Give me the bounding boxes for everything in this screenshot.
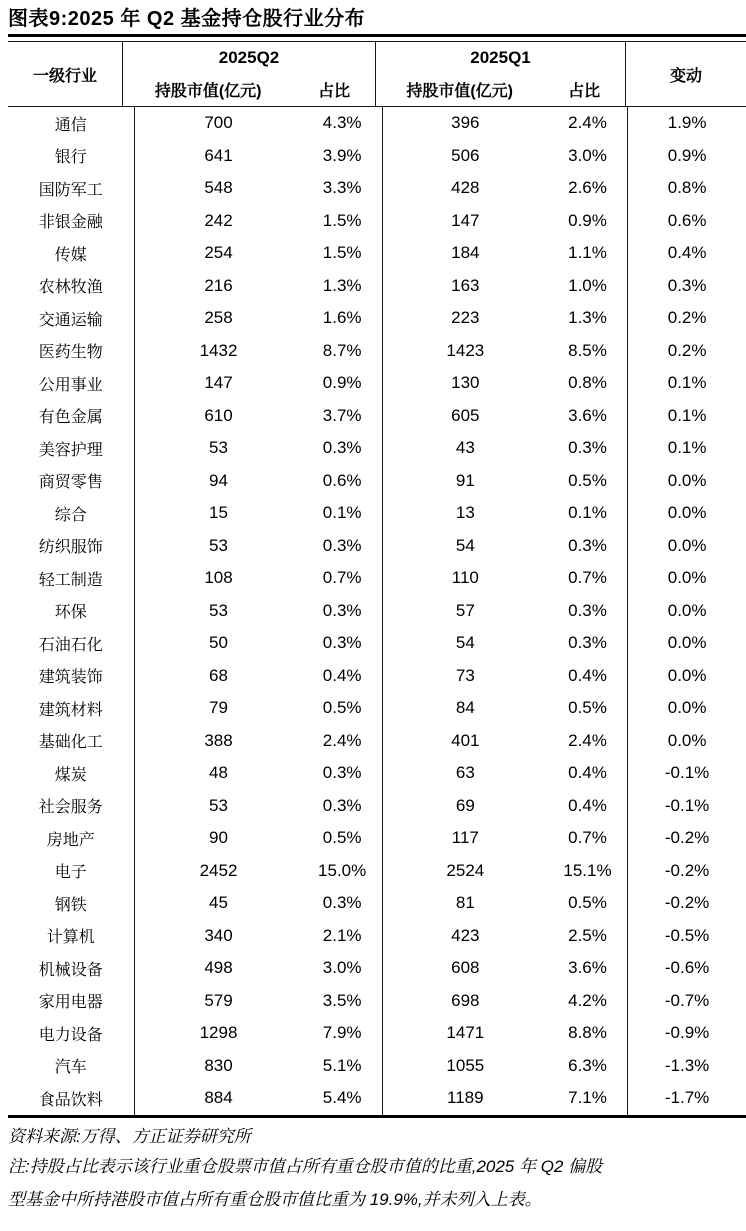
table-row (8, 1050, 746, 1083)
q2-pct-cell: 0.3% (302, 790, 382, 823)
figure-footer (8, 1124, 746, 1216)
q1-value-cell: 130 (451, 373, 480, 393)
industry-cell: 有色金属 (8, 400, 135, 433)
q2-value-cell: 830 (204, 1055, 233, 1075)
q2-value-cell: 79 (209, 698, 228, 718)
q2-value-cell: 50 (209, 633, 228, 653)
q1-value-cell: 428 (451, 178, 480, 198)
industry-cell: 轻工制造 (8, 562, 135, 595)
industry-cell: 交通运输 (8, 302, 135, 335)
q1-pct-cell: 0.3% (548, 530, 628, 563)
industry-cell: 社会服务 (8, 790, 135, 823)
q1-value-cell: 223 (451, 308, 480, 328)
header-2025q2-subrow (123, 74, 375, 107)
q2-value-cell: 1298 (199, 1023, 238, 1043)
q1-pct-cell: 0.5% (548, 692, 628, 725)
header-q2-value: 持股市值(亿元) (154, 83, 262, 101)
q2-value-cell: 147 (204, 373, 233, 393)
table-row (8, 237, 746, 270)
q1-pct-cell: 1.1% (548, 237, 628, 270)
q2-pct-cell: 8.7% (302, 335, 382, 368)
table-row (8, 822, 746, 855)
change-cell: -1.3% (664, 1055, 710, 1075)
industry-cell: 食品饮料 (8, 1082, 135, 1115)
q2-value-cell: 216 (204, 275, 233, 295)
table-row (8, 400, 746, 433)
q1-value-cell: 43 (455, 438, 475, 458)
q1-value-cell: 608 (451, 958, 480, 978)
change-cell: 0.0% (667, 470, 707, 490)
q1-value-cell: 1423 (446, 340, 485, 360)
q1-pct-cell: 2.5% (548, 920, 628, 953)
q2-value-cell: 108 (204, 568, 233, 588)
q2-pct-cell: 0.7% (302, 562, 382, 595)
q2-value-cell: 53 (209, 600, 228, 620)
q2-value-cell: 258 (204, 308, 233, 328)
header-q1-value: 持股市值(亿元) (406, 83, 513, 101)
q1-value-cell: 54 (455, 535, 475, 555)
q1-value-cell: 117 (451, 828, 479, 848)
industry-cell: 建筑材料 (8, 692, 135, 725)
q2-pct-cell: 0.4% (302, 660, 382, 693)
q2-value-cell: 579 (204, 990, 233, 1010)
industry-cell: 汽车 (8, 1050, 135, 1083)
industry-cell: 环保 (8, 595, 135, 628)
change-cell: 0.0% (667, 698, 707, 718)
industry-cell: 商贸零售 (8, 465, 135, 498)
change-cell: 0.4% (667, 243, 707, 263)
q1-value-cell: 147 (451, 210, 480, 230)
table-row (8, 660, 746, 693)
q1-value-cell: 54 (455, 633, 475, 653)
change-cell: -0.2% (664, 893, 710, 913)
q1-pct-cell: 6.3% (548, 1050, 628, 1083)
q1-pct-cell: 0.7% (548, 562, 628, 595)
table-row (8, 725, 746, 758)
q1-value-cell: 2524 (446, 860, 485, 880)
table-row (8, 530, 746, 563)
q2-value-cell: 53 (209, 438, 228, 458)
table-header (8, 42, 746, 107)
table-row (8, 1017, 746, 1050)
q2-pct-cell: 5.1% (302, 1050, 382, 1083)
q2-value-cell: 254 (204, 243, 233, 263)
change-cell: 0.0% (667, 600, 707, 620)
header-2025q1-label: 2025Q1 (470, 47, 531, 67)
q1-pct-cell: 0.3% (548, 432, 628, 465)
table-row (8, 627, 746, 660)
q2-pct-cell: 2.1% (302, 920, 382, 953)
industry-cell: 煤炭 (8, 757, 135, 790)
q2-value-cell: 15 (209, 503, 228, 523)
q1-pct-cell: 0.1% (548, 497, 628, 530)
q2-value-cell: 48 (209, 763, 228, 783)
q2-value-cell: 2452 (199, 860, 238, 880)
q1-value-cell: 73 (455, 665, 475, 685)
q2-pct-cell: 0.6% (302, 465, 382, 498)
table-row (8, 367, 746, 400)
header-change (626, 42, 746, 106)
table-row (8, 140, 746, 173)
q1-value-cell: 110 (451, 568, 479, 588)
industry-cell: 医药生物 (8, 335, 135, 368)
header-change-label: 变动 (669, 67, 702, 85)
header-q1-pct: 占比 (568, 83, 601, 101)
industry-cell: 房地产 (8, 822, 135, 855)
q1-value-cell: 1055 (446, 1055, 485, 1075)
change-cell: -1.7% (664, 1088, 710, 1108)
change-cell: 0.0% (667, 633, 707, 653)
q1-value-cell: 81 (455, 893, 475, 913)
q1-pct-cell: 1.3% (548, 302, 628, 335)
industry-cell: 传媒 (8, 237, 135, 270)
industry-cell: 非银金融 (8, 205, 135, 238)
q1-pct-cell: 3.6% (548, 400, 628, 433)
industry-cell: 机械设备 (8, 952, 135, 985)
industry-cell: 石油石化 (8, 627, 135, 660)
q2-value-cell: 53 (209, 535, 228, 555)
q1-value-cell: 57 (455, 600, 475, 620)
header-2025q1-subrow (376, 74, 625, 107)
q1-value-cell: 396 (451, 113, 480, 133)
table-row (8, 595, 746, 628)
source-line: 资料来源:万得、方正证券研究所 (8, 1126, 251, 1146)
change-cell: 0.0% (667, 730, 707, 750)
header-group-2025q2 (123, 42, 376, 106)
q1-value-cell: 423 (451, 925, 480, 945)
industry-cell: 电子 (8, 855, 135, 888)
table-row (8, 465, 746, 498)
q2-pct-cell: 15.0% (302, 855, 382, 888)
table-row (8, 270, 746, 303)
header-q2-pct: 占比 (318, 83, 351, 101)
table-row (8, 855, 746, 888)
table-row (8, 562, 746, 595)
table-row (8, 757, 746, 790)
q2-value-cell: 53 (209, 795, 228, 815)
industry-cell: 计算机 (8, 920, 135, 953)
q2-pct-cell: 3.0% (302, 952, 382, 985)
q1-value-cell: 401 (451, 730, 480, 750)
q2-value-cell: 884 (204, 1088, 233, 1108)
industry-cell: 家用电器 (8, 985, 135, 1018)
q1-value-cell: 13 (455, 503, 475, 523)
industry-cell: 国防军工 (8, 172, 135, 205)
q2-pct-cell: 0.3% (302, 627, 382, 660)
q2-value-cell: 340 (204, 925, 233, 945)
table-row (8, 172, 746, 205)
industry-cell: 基础化工 (8, 725, 135, 758)
change-cell: 0.6% (667, 210, 707, 230)
note-line-1: 注:持股占比表示该行业重仓股票市值占所有重仓股市值的比重,2025 年 Q2 偏股 (8, 1156, 603, 1176)
q2-pct-cell: 1.5% (302, 205, 382, 238)
q2-value-cell: 94 (209, 470, 228, 490)
change-cell: 0.1% (667, 438, 707, 458)
q2-pct-cell: 0.5% (302, 822, 382, 855)
change-cell: 0.2% (667, 340, 707, 360)
q1-value-cell: 91 (455, 470, 475, 490)
q1-pct-cell: 0.5% (548, 465, 628, 498)
q1-value-cell: 184 (451, 243, 480, 263)
table-row (8, 1082, 746, 1115)
q1-value-cell: 63 (455, 763, 475, 783)
note-line-2: 型基金中所持港股市值占所有重仓股市值比重为 19.9%,并未列入上表。 (8, 1189, 542, 1209)
q2-value-cell: 90 (209, 828, 228, 848)
q1-pct-cell: 15.1% (548, 855, 628, 888)
table-row (8, 432, 746, 465)
change-cell: -0.9% (664, 1023, 710, 1043)
q1-pct-cell: 3.6% (548, 952, 628, 985)
table-row (8, 952, 746, 985)
q2-value-cell: 498 (204, 958, 233, 978)
change-cell: 0.0% (667, 665, 707, 685)
industry-cell: 通信 (8, 107, 135, 140)
industry-cell: 美容护理 (8, 432, 135, 465)
q1-value-cell: 69 (455, 795, 475, 815)
table-row (8, 985, 746, 1018)
q2-pct-cell: 1.5% (302, 237, 382, 270)
change-cell: 1.9% (667, 113, 707, 133)
q1-pct-cell: 0.4% (548, 790, 628, 823)
change-cell: 0.0% (667, 568, 707, 588)
q1-value-cell: 84 (455, 698, 475, 718)
q2-pct-cell: 0.3% (302, 595, 382, 628)
q1-pct-cell: 1.0% (548, 270, 628, 303)
q2-pct-cell: 0.1% (302, 497, 382, 530)
q1-pct-cell: 7.1% (548, 1082, 628, 1115)
figure-title: 图表9:2025 年 Q2 基金持仓股行业分布 (8, 8, 366, 30)
q2-value-cell: 700 (204, 113, 233, 133)
q2-pct-cell: 3.7% (302, 400, 382, 433)
change-cell: -0.2% (664, 860, 710, 880)
q1-pct-cell: 0.7% (548, 822, 628, 855)
table-row (8, 790, 746, 823)
change-cell: -0.1% (664, 763, 710, 783)
change-cell: -0.5% (664, 925, 710, 945)
table-row (8, 497, 746, 530)
change-cell: 0.3% (667, 275, 707, 295)
q2-pct-cell: 0.5% (302, 692, 382, 725)
header-group-2025q1 (376, 42, 626, 106)
q2-pct-cell: 5.4% (302, 1082, 382, 1115)
industry-cell: 银行 (8, 140, 135, 173)
q1-pct-cell: 0.4% (548, 757, 628, 790)
q2-pct-cell: 1.3% (302, 270, 382, 303)
q2-pct-cell: 0.3% (302, 432, 382, 465)
table-row (8, 887, 746, 920)
industry-cell: 建筑装饰 (8, 660, 135, 693)
change-cell: 0.0% (667, 535, 707, 555)
q1-value-cell: 1471 (446, 1023, 485, 1043)
q2-value-cell: 45 (209, 893, 228, 913)
change-cell: 0.2% (667, 308, 707, 328)
q1-value-cell: 605 (451, 405, 480, 425)
q2-value-cell: 68 (209, 665, 228, 685)
q1-value-cell: 163 (451, 275, 480, 295)
q1-pct-cell: 8.8% (548, 1017, 628, 1050)
q1-pct-cell: 0.8% (548, 367, 628, 400)
q2-value-cell: 1432 (199, 340, 238, 360)
table-top-rule (8, 34, 746, 37)
table-row (8, 920, 746, 953)
q2-pct-cell: 0.3% (302, 887, 382, 920)
q1-pct-cell: 0.3% (548, 627, 628, 660)
change-cell: 0.9% (667, 145, 707, 165)
q2-pct-cell: 4.3% (302, 107, 382, 140)
table-row (8, 107, 746, 140)
change-cell: -0.7% (664, 990, 710, 1010)
q2-value-cell: 242 (204, 210, 233, 230)
q1-pct-cell: 0.9% (548, 205, 628, 238)
q1-value-cell: 698 (451, 990, 480, 1010)
table-body (8, 107, 746, 1115)
industry-cell: 钢铁 (8, 887, 135, 920)
q1-pct-cell: 2.4% (548, 107, 628, 140)
q2-value-cell: 548 (204, 178, 233, 198)
q1-value-cell: 506 (451, 145, 480, 165)
table-row (8, 205, 746, 238)
q1-pct-cell: 0.4% (548, 660, 628, 693)
q1-pct-cell: 8.5% (548, 335, 628, 368)
holdings-table (8, 34, 746, 1118)
q2-pct-cell: 7.9% (302, 1017, 382, 1050)
change-cell: 0.0% (667, 503, 707, 523)
header-industry: 一级行业 (8, 42, 123, 106)
table-row (8, 335, 746, 368)
q1-pct-cell: 2.6% (548, 172, 628, 205)
change-cell: 0.1% (667, 373, 707, 393)
change-cell: -0.1% (664, 795, 710, 815)
change-cell: -0.6% (664, 958, 710, 978)
q1-pct-cell: 0.3% (548, 595, 628, 628)
q1-pct-cell: 0.5% (548, 887, 628, 920)
industry-cell: 电力设备 (8, 1017, 135, 1050)
q2-pct-cell: 0.3% (302, 530, 382, 563)
q2-pct-cell: 0.3% (302, 757, 382, 790)
change-cell: -0.2% (664, 828, 710, 848)
header-2025q2-label: 2025Q2 (218, 47, 280, 67)
q2-pct-cell: 3.9% (302, 140, 382, 173)
q2-value-cell: 610 (204, 405, 233, 425)
q1-pct-cell: 2.4% (548, 725, 628, 758)
table-row (8, 692, 746, 725)
q2-pct-cell: 2.4% (302, 725, 382, 758)
change-cell: 0.8% (667, 178, 707, 198)
q2-value-cell: 388 (204, 730, 233, 750)
q2-pct-cell: 0.9% (302, 367, 382, 400)
industry-cell: 纺织服饰 (8, 530, 135, 563)
q2-pct-cell: 1.6% (302, 302, 382, 335)
table-row (8, 302, 746, 335)
industry-cell: 农林牧渔 (8, 270, 135, 303)
q2-value-cell: 641 (204, 145, 233, 165)
q2-pct-cell: 3.5% (302, 985, 382, 1018)
q1-value-cell: 1189 (447, 1088, 484, 1108)
q2-pct-cell: 3.3% (302, 172, 382, 205)
change-cell: 0.1% (667, 405, 707, 425)
industry-cell: 公用事业 (8, 367, 135, 400)
q1-pct-cell: 4.2% (548, 985, 628, 1018)
q1-pct-cell: 3.0% (548, 140, 628, 173)
industry-cell: 综合 (8, 497, 135, 530)
table-grid (8, 41, 746, 1118)
